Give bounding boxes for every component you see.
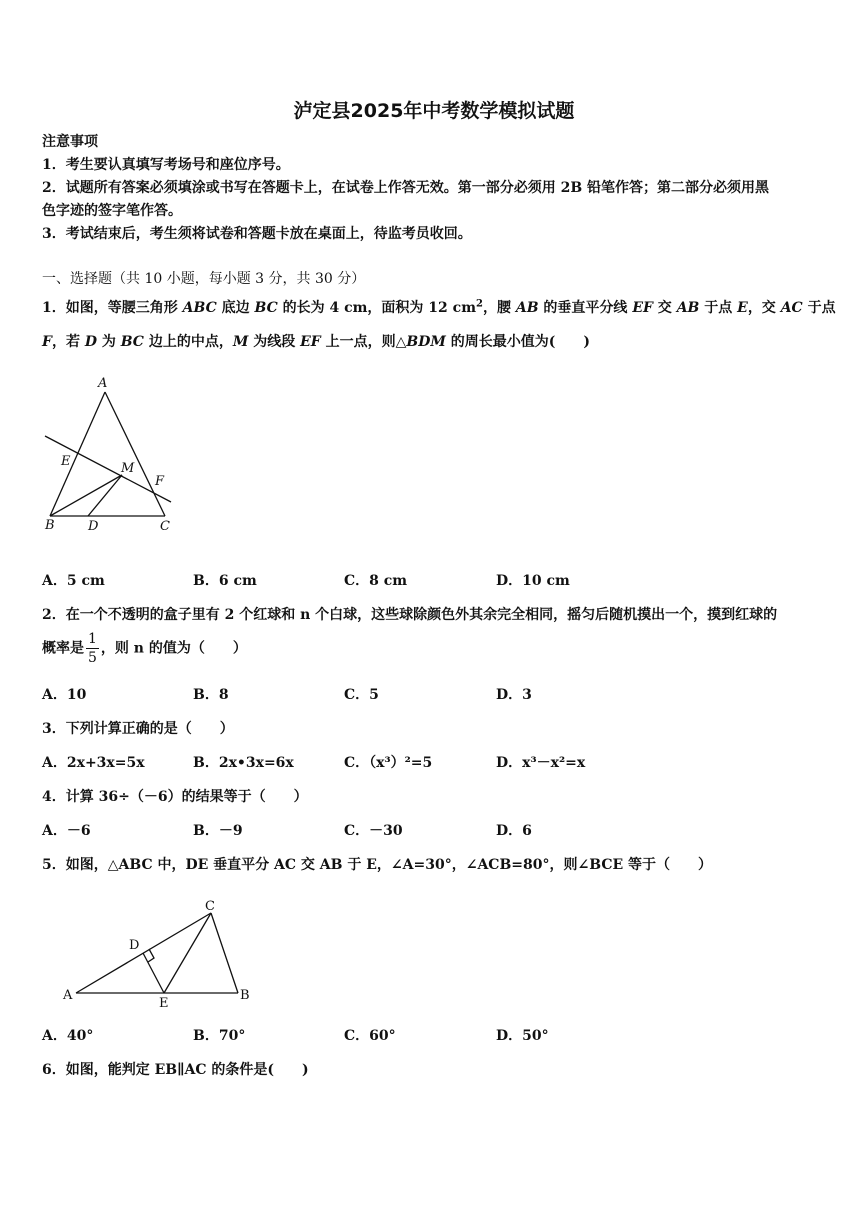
section-heading: 一、选择题（共 10 小题，每小题 3 分，共 30 分） xyxy=(42,271,366,287)
notice-item-2: 2．试题所有答案必须填涂或书写在答题卡上，在试卷上作答无效。第一部分必须用 2B 铅笔作答；第二部分必须用黑 xyxy=(42,180,770,196)
label-a: A xyxy=(63,988,73,1003)
q2-option-b[interactable]: B．8 xyxy=(193,687,229,703)
q4-option-b[interactable]: B．－9 xyxy=(193,823,243,839)
q3-option-c[interactable]: C．（x³）²=5 xyxy=(344,755,433,771)
page-title: 泸定县2025年中考数学模拟试题 xyxy=(293,100,575,122)
side-ab xyxy=(50,392,105,516)
q2-line-2: 概率是 $\frac{1}{5}$ ，则 n 的值为（ ） xyxy=(42,631,247,666)
label-a: A xyxy=(98,376,108,391)
q1-line-2: F，若 D 为 BC 边上的中点，M 为线段 EF 上一点，则△BDM 的周长最小值为( ) xyxy=(42,334,590,350)
q1-option-c[interactable]: C．8 cm xyxy=(344,573,408,589)
side-bc xyxy=(211,913,238,993)
q5-option-d[interactable]: D．50° xyxy=(496,1028,549,1044)
q5-option-b[interactable]: B．70° xyxy=(193,1028,246,1044)
label-b: B xyxy=(45,518,55,533)
segment-bm xyxy=(50,475,122,516)
q5-option-a[interactable]: A．40° xyxy=(42,1028,94,1044)
q6-text: 6．如图，能判定 EB∥AC 的条件是( ) xyxy=(42,1062,309,1078)
q2-option-a[interactable]: A．10 xyxy=(42,687,87,703)
label-e: E xyxy=(159,996,169,1010)
side-ac xyxy=(105,392,165,516)
q4-text: 4．计算 36÷（－6）的结果等于（ ） xyxy=(42,789,308,805)
notice-item-2-cont: 色字迹的签字笔作答。 xyxy=(42,203,182,219)
q1-triangle-figure xyxy=(38,372,178,537)
q1-option-d[interactable]: D．10 cm xyxy=(496,573,570,589)
q3-option-b[interactable]: B．2x•3x=6x xyxy=(193,755,294,771)
label-c: C xyxy=(160,519,170,534)
q4-option-a[interactable]: A．－6 xyxy=(42,823,91,839)
segment-dm xyxy=(88,475,122,516)
probability-fraction: $\frac{1}{5}$ xyxy=(88,631,97,666)
q4-option-c[interactable]: C．－30 xyxy=(344,823,403,839)
q1-option-b[interactable]: B．6 cm xyxy=(193,573,257,589)
q1-line-1: 1．如图，等腰三角形 ABC 底边 BC 的长为 4 cm，面积为 12 $cm^2$，腰 AB 的垂直平分线 EF 交 AB 于点 E，交 AC 于点 xyxy=(42,298,836,316)
notice-item-1: 1．考生要认真填写考场号和座位序号。 xyxy=(42,157,290,173)
label-c: C xyxy=(205,899,215,914)
label-d: D xyxy=(88,519,99,534)
q2-option-d[interactable]: D．3 xyxy=(496,687,532,703)
q5-triangle-figure xyxy=(58,895,258,1010)
label-e: E xyxy=(61,454,71,469)
label-d: D xyxy=(129,938,140,953)
q5-option-c[interactable]: C．60° xyxy=(344,1028,396,1044)
q1-option-a[interactable]: A．5 cm xyxy=(42,573,105,589)
q4-option-d[interactable]: D．6 xyxy=(496,823,532,839)
notice-item-3: 3．考试结束后，考生须将试卷和答题卡放在桌面上，待监考员收回。 xyxy=(42,226,472,242)
right-angle-mark xyxy=(148,949,154,962)
q3-option-a[interactable]: A．2x+3x=5x xyxy=(42,755,145,771)
q5-text: 5．如图，△ABC 中，DE 垂直平分 AC 交 AB 于 E，∠A=30°，∠ACB=80°，则∠BCE 等于（ ） xyxy=(42,857,713,873)
q2-option-c[interactable]: C．5 xyxy=(344,687,379,703)
segment-ce xyxy=(164,913,211,993)
q2-line-1: 2．在一个不透明的盒子里有 2 个红球和 n 个白球，这些球除颜色外其余完全相同，摇匀后随机摸出一个，摸到红球的 xyxy=(42,607,778,623)
label-m: M xyxy=(121,461,135,476)
q3-text: 3．下列计算正确的是（ ） xyxy=(42,721,234,737)
q3-option-d[interactable]: D．x³－x²=x xyxy=(496,755,586,771)
notice-heading: 注意事项 xyxy=(42,134,98,150)
label-f: F xyxy=(155,474,165,489)
label-b: B xyxy=(240,988,250,1003)
